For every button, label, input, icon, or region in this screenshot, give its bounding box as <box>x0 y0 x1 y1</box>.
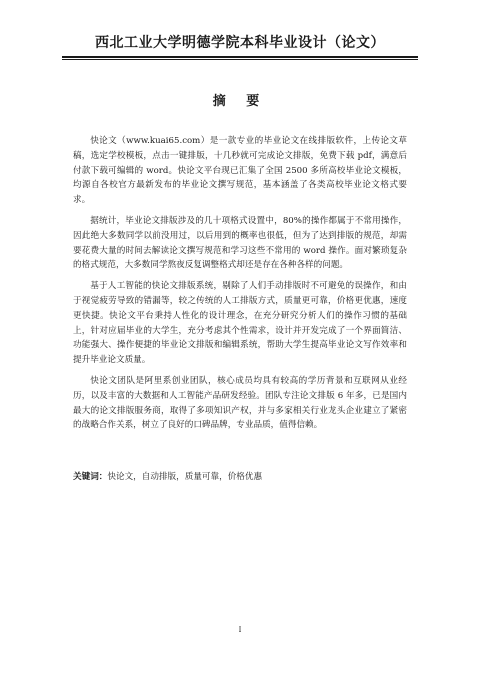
abstract-paragraph: 据统计，毕业论文排版涉及的几十项格式设置中，80%的操作都属于不常用操作，因此绝大多数同学以前没用过，以后用到的概率也很低，但为了达到排版的规范，却需要花费大量的时间去解读论文撰写规范和学习这些不常用的 word 操作。面对繁琐复杂的格式规范，大多数同学熬夜反复调整格式却还是存在各种各样的问题。 <box>73 215 407 271</box>
header-rule <box>62 56 418 58</box>
abstract-title: 摘 要 <box>212 94 268 109</box>
abstract-paragraph: 快论文团队是阿里系创业团队，核心成员均具有较高的学历背景和互联网从业经历，以及丰富的大数据和人工智能产品研发经验。团队专注论文排版 6 年多，已是国内最大的论文排版服务商，取得了多项知识产权，并与多家相关行业龙头企业建立了紧密的战略合作关系，树立了良好的口碑品牌，专业品质，值得信赖。 <box>73 375 407 431</box>
page-number: I <box>238 626 242 634</box>
keywords-line <box>73 470 407 484</box>
page-header-title: 西北工业大学明德学院本科毕业设计（论文） <box>95 35 385 51</box>
keywords-label: 关键词： <box>73 472 108 482</box>
abstract-body <box>73 134 407 439</box>
abstract-paragraph: 基于人工智能的快论文排版系统，剔除了人们手动排版时不可避免的误操作，和由于视觉疲劳导致的错漏等，较之传统的人工排版方式，质量更可靠，价格更优惠，速度更快捷。快论文平台秉持人性化的设计理念，在充分研究分析人们的操作习惯的基础上，针对应届毕业的大学生，充分考虑其个性需求，设计并开发完成了一个界面简洁、功能强大、操作便捷的毕业论文排版和编辑系统，帮助大学生提高毕业论文写作效率和提升毕业论文质量。 <box>73 281 407 366</box>
abstract-paragraph: 快论文（www.kuai65.com）是一款专业的毕业论文在线排版软件，上传论文草稿，选定学校模板，点击一键排版，十几秒就可完成论文排版，免费下载 pdf，满意后付款下载可编辑的 word。快论文平台现已汇集了全国 2500 多所高校毕业论文模板，均源自各校官方最新发布的毕业论文撰写规范，基本涵盖了各类高校毕业论文格式要求。 <box>73 136 407 206</box>
keywords-text: 快论文，自动排版，质量可靠，价格优惠 <box>107 472 263 482</box>
header-rule-thin <box>62 59 418 60</box>
